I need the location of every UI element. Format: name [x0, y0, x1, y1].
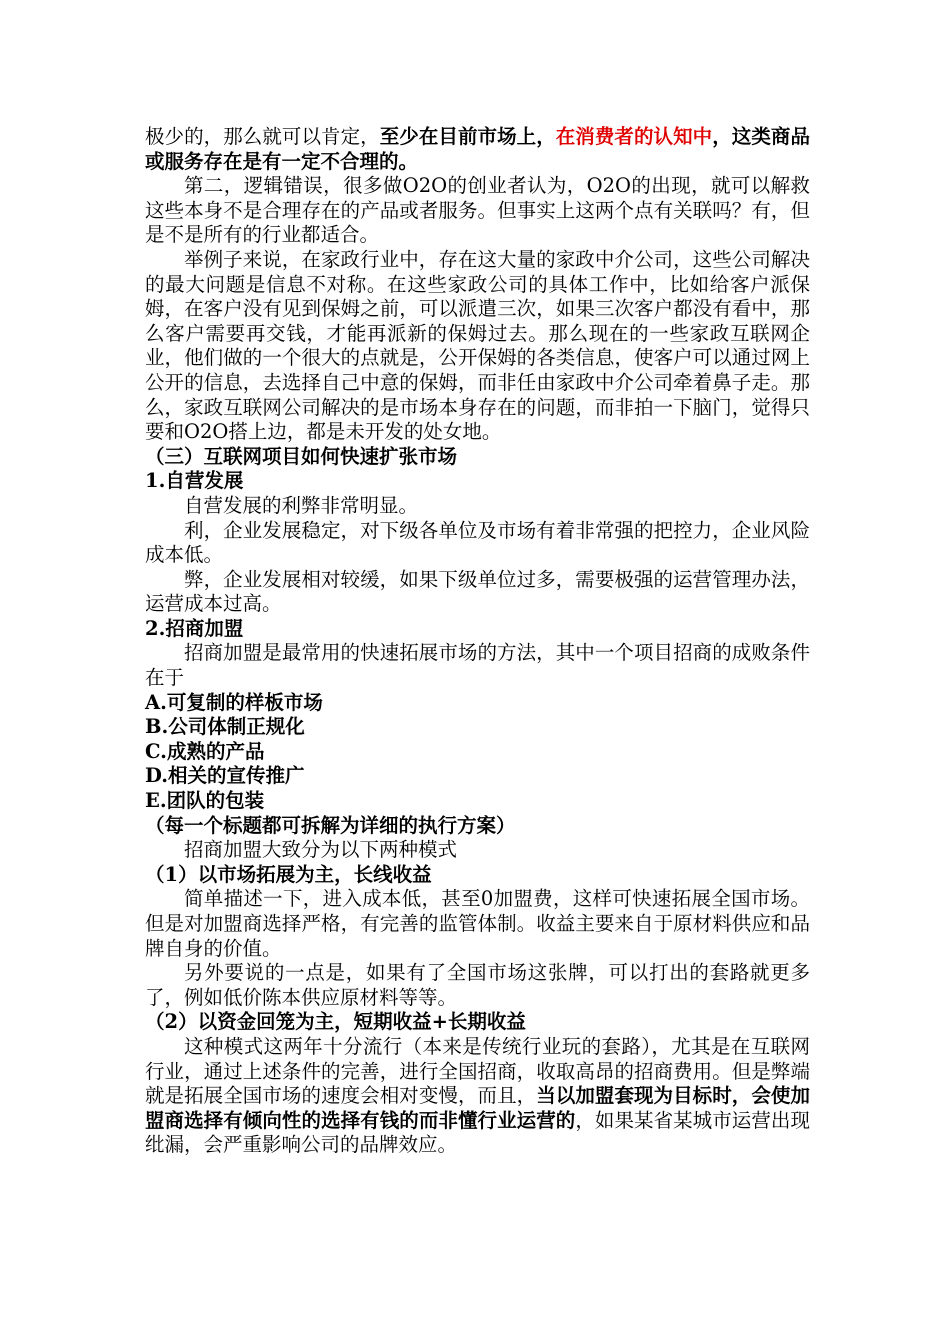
paragraph-2: 第二，逻辑错误，很多做O2O的创业者认为，O2O的出现，就可以解救这些本身不是合理存在的产品或者服务。但事实上这两个点有关联吗？有，但是不是所有的行业都适合。: [145, 174, 810, 247]
subheading-mode-2: （2）以资金回笼为主，短期收益+长期收益: [145, 1010, 526, 1034]
list-item: D.相关的宣传推广: [145, 764, 305, 788]
bold-text-run: ，这类商品或服务存在是有一定不合理的。: [145, 125, 810, 173]
document-page: [145, 125, 810, 1158]
subheading-self-operated: 1.自营发展: [145, 469, 244, 493]
list-item: B.公司体制正规化: [145, 715, 305, 739]
paragraph-3: 举例子来说，在家政行业中，存在这大量的家政中介公司，这些公司解决的最大问题是信息不对称。在这些家政公司的具体工作中，比如给客户派保姆，在客户没有见到保姆之前，可以派遣三次，如果三次客户都没有看中，那么客户需要再交钱，才能再派新的保姆过去。那么现在的一些家政互联网企业，他们做的一个很大的点就是，公开保姆的各类信息，使客户可以通过网上公开的信息，去选择自己中意的保姆，而非任由家政中介公司牵着鼻子走。那么，家政互联网公司解决的是市场本身存在的问题，而非拍一下脑门，觉得只要和O2O搭上边，都是未开发的处女地。: [145, 247, 810, 444]
paragraph-11: [145, 1035, 810, 1158]
list-item: A.可复制的样板市场: [145, 690, 323, 714]
paragraph-1: [145, 125, 810, 174]
paragraph-9: 简单描述一下，进入成本低，甚至0加盟费，这样可快速拓展全国市场。但是对加盟商选择严格，有完善的监管体制。收益主要来自于原材料供应和品牌自身的价值。: [145, 887, 810, 960]
paragraph-8: 招商加盟大致分为以下两种模式: [184, 838, 458, 862]
list-item: C.成熟的产品: [145, 739, 265, 763]
text-run: ，如果某省某城市运营出现纰漏，会严重影响公司的品牌效应。: [145, 1108, 810, 1157]
text-run: 极少的，那么就可以肯定，: [145, 125, 380, 148]
paragraph-10: 另外要说的一点是，如果有了全国市场这张牌，可以打出的套路就更多了，例如低价陈本供应原材料等等。: [145, 961, 810, 1009]
subheading-franchise: 2.招商加盟: [145, 616, 244, 640]
paragraph-5: 利，企业发展稳定，对下级各单位及市场有着非常强的把控力，企业风险成本低。: [145, 518, 810, 567]
paragraph-6: 弊，企业发展相对较缓，如果下级单位过多，需要极强的运营管理办法，运营成本过高。: [145, 567, 810, 616]
text-run: 这种模式这两年十分流行（本来是传统行业玩的套路），尤其是在互联网行业，通过上述条件的完善，进行全国招商，收取高昂的招商费用。但是弊端就是拓展全国市场的速度会相对变慢，而且，: [145, 1034, 810, 1108]
paragraph-4: 自营发展的利弊非常明显。: [184, 493, 419, 517]
list-note: （每一个标题都可拆解为详细的执行方案）: [145, 813, 516, 837]
section-heading-3: （三）互联网项目如何快速扩张市场: [145, 444, 458, 468]
paragraph-7: 招商加盟是最常用的快速拓展市场的方法，其中一个项目招商的成败条件在于: [145, 641, 810, 690]
list-item: E.团队的包装: [145, 789, 265, 813]
subheading-mode-1: （1）以市场拓展为主，长线收益: [145, 862, 432, 886]
bold-text-run: 至少在目前市场上，: [379, 125, 556, 148]
bold-text-run: 当以加盟套现为目标时，会使加盟商选择有倾向性的选择有钱的而非懂行业运营的: [145, 1084, 810, 1132]
red-highlight-text: 在消费者的认知中: [555, 125, 713, 148]
